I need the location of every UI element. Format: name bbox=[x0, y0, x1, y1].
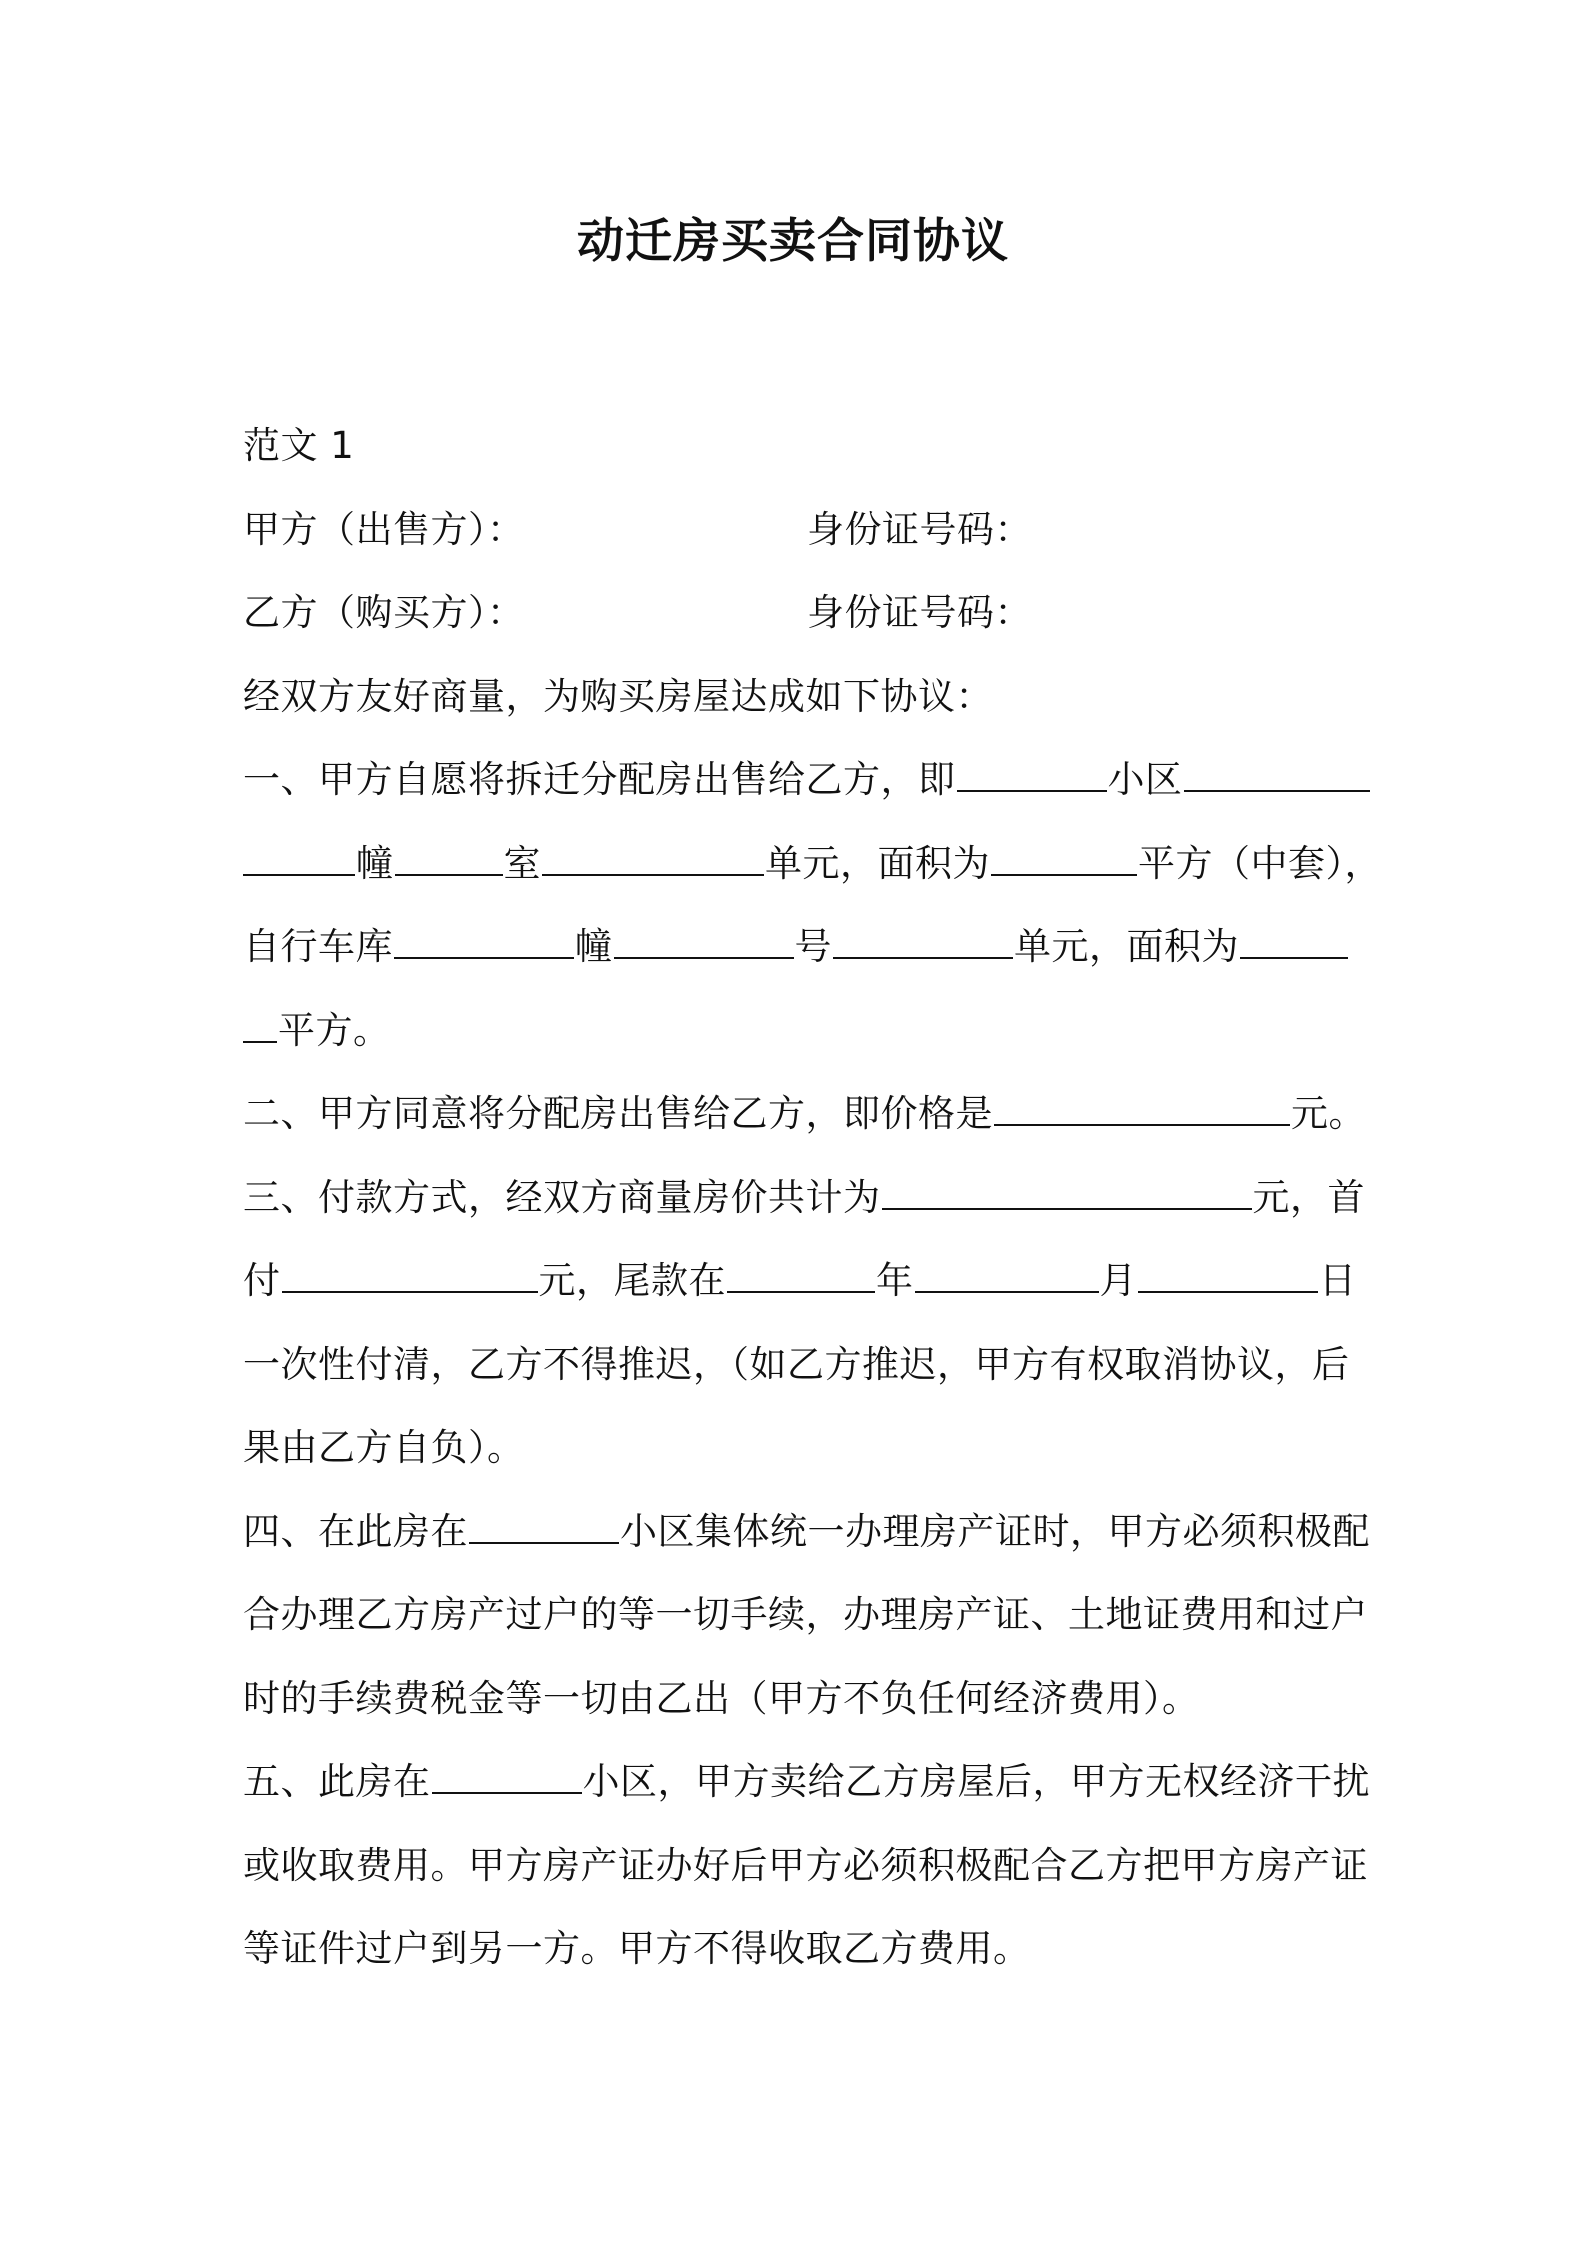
clause1-line1 bbox=[243, 738, 1363, 822]
clause1-line2 bbox=[243, 822, 1382, 906]
blank-field bbox=[395, 842, 503, 876]
clause5-line1 bbox=[243, 1740, 1370, 1824]
blank-community bbox=[432, 1760, 582, 1794]
clause1-text: 平方（中套）， bbox=[1138, 841, 1382, 885]
clause5-text: 五、此房在 bbox=[243, 1760, 431, 1803]
clause3-line1 bbox=[243, 1156, 1363, 1240]
party-a-id-label: 身份证号码： bbox=[807, 507, 1032, 551]
blank-month bbox=[915, 1259, 1099, 1293]
party-a-label: 甲方（出售方）： bbox=[243, 507, 525, 551]
intro-text: 经双方友好商量，为购买房屋达成如下协议： bbox=[243, 674, 993, 718]
clause3-line2 bbox=[243, 1239, 1363, 1323]
clause5-line2: 或收取费用。甲方房产证办好后甲方必须积极配合乙方把甲方房产证 bbox=[243, 1843, 1368, 1887]
clause1-text: 自行车库 bbox=[243, 925, 393, 968]
blank-area bbox=[991, 842, 1137, 876]
clause1-text: 小区 bbox=[1107, 758, 1183, 801]
party-b-id-label: 身份证号码： bbox=[807, 591, 1032, 634]
clause4-line3: 时的手续费税金等一切由乙出（甲方不负任何经济费用）。 bbox=[243, 1676, 1200, 1720]
clause1-text: 号 bbox=[794, 925, 832, 968]
clause5-text: 小区，甲方卖给乙方房屋后，甲方无权经济干扰 bbox=[582, 1760, 1370, 1803]
blank-year bbox=[727, 1259, 875, 1293]
blank-price bbox=[994, 1092, 1290, 1126]
clause4-text: 四、在此房在 bbox=[243, 1509, 468, 1553]
party-b-label: 乙方（购买方）： bbox=[243, 591, 525, 634]
clause1-text: 单元，面积为 bbox=[1014, 925, 1239, 968]
clause1-text: 一、甲方自愿将拆迁分配房出售给乙方，即 bbox=[243, 758, 956, 801]
clause1-text: 平方。 bbox=[278, 1008, 391, 1052]
clause3-line4: 果由乙方自负）。 bbox=[243, 1426, 525, 1469]
clause3-text: 付 bbox=[243, 1259, 281, 1302]
clause3-text: 三、付款方式，经双方商量房价共计为 bbox=[243, 1175, 881, 1219]
clause4-text: 小区集体统一办理房产证时，甲方必须积极配 bbox=[620, 1509, 1370, 1553]
clause1-text: 幢 bbox=[356, 841, 394, 885]
clause2-text: 元。 bbox=[1291, 1092, 1366, 1135]
document-body bbox=[243, 404, 1382, 1991]
party-b-row bbox=[243, 571, 1363, 655]
blank-downpayment bbox=[282, 1259, 538, 1293]
document-title: 动迁房买卖合同协议 bbox=[577, 214, 1009, 269]
clause4-line1 bbox=[243, 1490, 1370, 1574]
blank-field bbox=[1184, 758, 1370, 792]
clause1-text: 室 bbox=[503, 841, 541, 885]
clause1-line3 bbox=[243, 905, 1363, 989]
sample-heading: 范文 1 bbox=[243, 424, 355, 467]
blank-area bbox=[243, 1009, 277, 1043]
clause2-text: 二、甲方同意将分配房出售给乙方，即价格是 bbox=[243, 1092, 993, 1135]
blank-field bbox=[614, 925, 794, 959]
clause5-line3: 等证件过户到另一方。甲方不得收取乙方费用。 bbox=[243, 1927, 1031, 1970]
clause1-text: 单元，面积为 bbox=[765, 841, 990, 885]
blank-community bbox=[469, 1510, 619, 1544]
clause3-text: 元，尾款在 bbox=[538, 1259, 726, 1302]
clause3-text: 元，首 bbox=[1252, 1175, 1365, 1219]
clause1-line4 bbox=[243, 989, 1363, 1073]
clause3-text: 月 bbox=[1099, 1259, 1137, 1302]
blank-total bbox=[882, 1176, 1252, 1210]
clause1-text: 幢 bbox=[575, 925, 613, 968]
blank-field bbox=[394, 925, 574, 959]
blank-field bbox=[833, 925, 1013, 959]
blank-community bbox=[957, 758, 1107, 792]
clause4-line2: 合办理乙方房产过户的等一切手续，办理房产证、土地证费用和过户 bbox=[243, 1593, 1368, 1636]
blank-area bbox=[1240, 925, 1348, 959]
clause3-line3: 一次性付清，乙方不得推迟，（如乙方推迟，甲方有权取消协议，后 bbox=[243, 1342, 1350, 1386]
blank-field bbox=[542, 842, 764, 876]
clause3-text: 年 bbox=[876, 1259, 914, 1302]
clause2-line1 bbox=[243, 1072, 1366, 1156]
blank-field bbox=[243, 842, 355, 876]
clause3-text: 日 bbox=[1319, 1259, 1357, 1302]
party-a-row bbox=[243, 488, 1363, 572]
blank-day bbox=[1138, 1259, 1318, 1293]
